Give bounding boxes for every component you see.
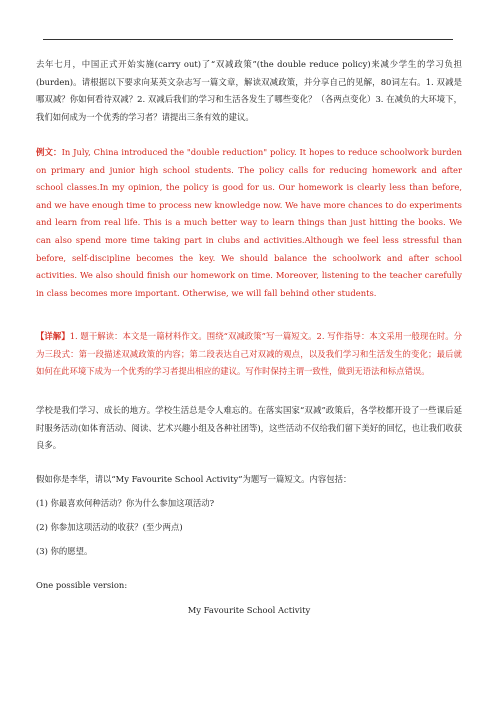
detail-text: 1. 题干解读：本文是一篇材料作文。围绕“双减政策”写一篇短文。2. 写作指导：本文采用一般现在时。分为三段式：第一段描述双减政策的内容；第二段表达自己对双减的观点，以及我们学习和生活发生的变化；最后就如何在此环境下成为一个优秀的学习者提出相应的建议。写作时保持主谓一致性，做到无语法和标点错误。: [36, 331, 462, 377]
requirement-item-2: (2) 你参加这项活动的收获？(至少两点): [36, 522, 183, 532]
task1-prompt: 去年七月，中国正式开始实施(carry out)了“双减政策”(the double reduce policy)来减少学生的学习负担(burden)。请根据以下要求向某英文杂志写一篇文章，解读双减政策，并分享自己的见解，80词左右。1. 双减是哪双减？你如何看待双减？2. 双减后我们的学习和生活各发生了哪些变化？（各两点变化）3. 在减负的大环境下，我们如何成为一个优秀的学习者？请提出三条有效的建议。: [36, 59, 462, 122]
essay-title: My Favourite School Activity: [187, 605, 311, 615]
requirement-item-1: (1) 你最喜欢何种活动？你为什么参加这项活动?: [36, 498, 215, 508]
detail-label: 【详解】: [36, 331, 70, 341]
example-essay: [36, 144, 462, 302]
requirement-item-3: (3) 你的愿望。: [36, 546, 93, 556]
example-label: 例文：: [36, 147, 62, 157]
task2-intro: 学校是我们学习、成长的地方。学校生活总是令人难忘的。在落实国家“双减”政策后，各学校都开设了一些课后延时服务活动(如体育活动、阅读、艺术兴趣小组及各种社团等)，这些活动不仅给我们留下美好的回忆，也让我们收获良多。: [36, 405, 462, 451]
version-label: One possible version:: [36, 580, 128, 590]
detail-explanation: [36, 328, 462, 381]
header-rule: [43, 39, 453, 40]
task2-instruction: 假如你是李华，请以“My Favourite School Activity”为题写一篇短文。内容包括：: [36, 474, 352, 484]
example-text: In July, China introduced the "double reduction" policy. It hopes to reduce schoolwork burden on primary and junior high school students. The policy calls for reducing homework and after school classes.In my opinion, the policy is good for us. Our homework is clearly less than before, and we have enough time to process new knowledge now. We have more chances to do experiments and learn from real life. This is a much better way to learn things than just hitting the books. We can also spend more time taking part in clubs and activities.Although we feel less stressful than before, self-discipline becomes the key. We should balance the schoolwork and after school activities. We also should finish our homework on time. Moreover, listening to the teacher carefully in class becomes more important. Otherwise, we will fall behind other students.: [36, 147, 462, 298]
